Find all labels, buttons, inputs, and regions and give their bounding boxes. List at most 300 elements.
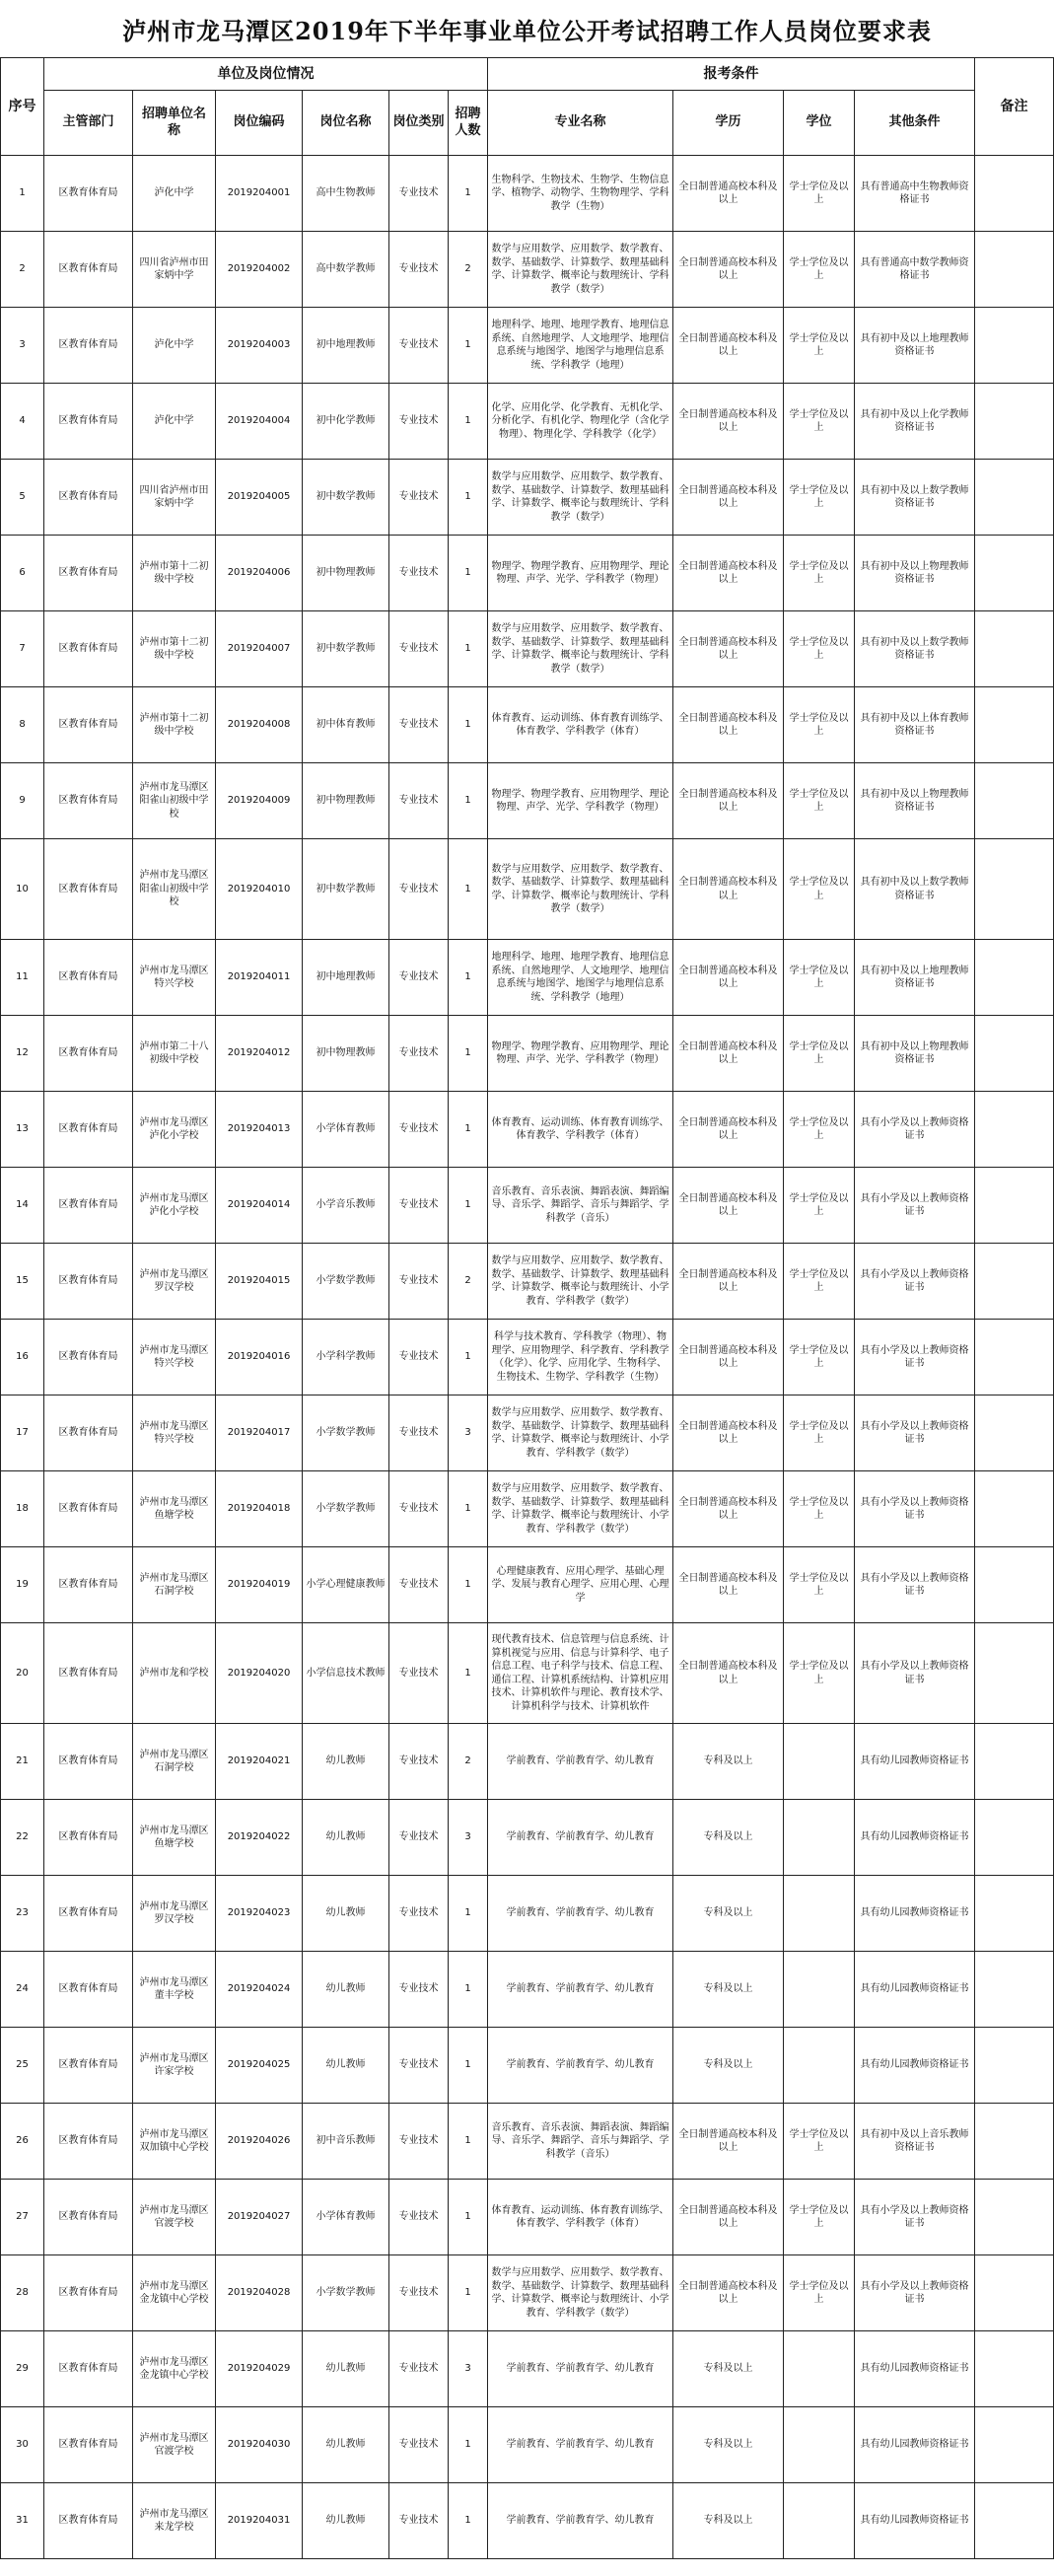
other-cell: 具有小学及以上教师资格证书: [855, 1547, 975, 1623]
unit-cell: 泸州市龙马潭区官渡学校: [133, 2407, 216, 2483]
unit-cell: 泸州市龙马潭区阳雀山初级中学校: [133, 839, 216, 940]
remark-cell: [975, 1244, 1054, 1320]
category-cell: 专业技术: [389, 1952, 449, 2028]
education-cell: 全日制普通高校本科及以上: [673, 1471, 784, 1547]
count-cell: 1: [449, 839, 488, 940]
unit-cell: 泸州市第十二初级中学校: [133, 687, 216, 763]
education-cell: 全日制普通高校本科及以上: [673, 1320, 784, 1395]
post-cell: 幼儿教师: [303, 1876, 389, 1952]
dept-cell: 区教育体育局: [44, 2331, 133, 2407]
education-cell: 全日制普通高校本科及以上: [673, 2104, 784, 2180]
dept-cell: 区教育体育局: [44, 1244, 133, 1320]
remark-cell: [975, 2028, 1054, 2104]
code-cell: 2019204001: [216, 156, 303, 232]
degree-cell: 学士学位及以上: [784, 839, 855, 940]
post-cell: 初中数学教师: [303, 460, 389, 536]
unit-cell: 泸州市龙马潭区石洞学校: [133, 1724, 216, 1800]
other-cell: 具有小学及以上教师资格证书: [855, 1244, 975, 1320]
education-cell: 全日制普通高校本科及以上: [673, 839, 784, 940]
post-cell: 小学数学教师: [303, 1395, 389, 1471]
major-cell: 学前教育、学前教育学、幼儿教育: [488, 2331, 673, 2407]
post-cell: 小学心理健康教师: [303, 1547, 389, 1623]
code-cell: 2019204019: [216, 1547, 303, 1623]
dept-cell: 区教育体育局: [44, 2028, 133, 2104]
header-count: 招聘人数: [449, 91, 488, 156]
code-cell: 2019204027: [216, 2180, 303, 2255]
other-cell: 具有幼儿园教师资格证书: [855, 1952, 975, 2028]
category-cell: 专业技术: [389, 1244, 449, 1320]
degree-cell: [784, 1800, 855, 1876]
table-row: [1, 1016, 1054, 1092]
row-number: 28: [1, 2255, 44, 2331]
degree-cell: 学士学位及以上: [784, 1547, 855, 1623]
degree-cell: [784, 1724, 855, 1800]
category-cell: 专业技术: [389, 2483, 449, 2559]
header-degree: 学位: [784, 91, 855, 156]
post-cell: 幼儿教师: [303, 1724, 389, 1800]
dept-cell: 区教育体育局: [44, 839, 133, 940]
row-number: 10: [1, 839, 44, 940]
code-cell: 2019204016: [216, 1320, 303, 1395]
major-cell: 现代教育技术、信息管理与信息系统、计算机视觉与应用、信息与计算科学、电子信息工程、电子科学与技术、信息工程、通信工程、计算机系统结构、计算机应用技术、计算机软件与理论、教育技术学、计算机科学与技术、计算机软件: [488, 1623, 673, 1724]
post-cell: 小学体育教师: [303, 2180, 389, 2255]
category-cell: 专业技术: [389, 1092, 449, 1168]
code-cell: 2019204005: [216, 460, 303, 536]
row-number: 11: [1, 940, 44, 1016]
count-cell: 1: [449, 1547, 488, 1623]
dept-cell: 区教育体育局: [44, 763, 133, 839]
other-cell: 具有初中及以上化学教师资格证书: [855, 384, 975, 460]
dept-cell: 区教育体育局: [44, 2104, 133, 2180]
post-cell: 初中数学教师: [303, 839, 389, 940]
row-number: 2: [1, 232, 44, 308]
major-cell: 学前教育、学前教育学、幼儿教育: [488, 1800, 673, 1876]
row-number: 12: [1, 1016, 44, 1092]
row-number: 17: [1, 1395, 44, 1471]
table-row: [1, 611, 1054, 687]
degree-cell: 学士学位及以上: [784, 1244, 855, 1320]
unit-cell: 泸州市龙马潭区特兴学校: [133, 1395, 216, 1471]
row-number: 22: [1, 1800, 44, 1876]
remark-cell: [975, 460, 1054, 536]
degree-cell: 学士学位及以上: [784, 232, 855, 308]
other-cell: 具有幼儿园教师资格证书: [855, 2331, 975, 2407]
post-cell: 初中物理教师: [303, 763, 389, 839]
category-cell: 专业技术: [389, 156, 449, 232]
remark-cell: [975, 1471, 1054, 1547]
count-cell: 1: [449, 1623, 488, 1724]
degree-cell: 学士学位及以上: [784, 1320, 855, 1395]
degree-cell: [784, 1876, 855, 1952]
remark-cell: [975, 232, 1054, 308]
degree-cell: 学士学位及以上: [784, 1016, 855, 1092]
dept-cell: 区教育体育局: [44, 308, 133, 384]
count-cell: 1: [449, 1876, 488, 1952]
category-cell: 专业技术: [389, 763, 449, 839]
other-cell: 具有幼儿园教师资格证书: [855, 1724, 975, 1800]
post-cell: 小学体育教师: [303, 1092, 389, 1168]
category-cell: 专业技术: [389, 1168, 449, 1244]
other-cell: 具有小学及以上教师资格证书: [855, 1395, 975, 1471]
table-row: [1, 1800, 1054, 1876]
table-row: [1, 308, 1054, 384]
dept-cell: 区教育体育局: [44, 940, 133, 1016]
remark-cell: [975, 1724, 1054, 1800]
row-number: 23: [1, 1876, 44, 1952]
dept-cell: 区教育体育局: [44, 1876, 133, 1952]
major-cell: 音乐教育、音乐表演、舞蹈表演、舞蹈编导、音乐学、舞蹈学、音乐与舞蹈学、学科教学（音乐）: [488, 1168, 673, 1244]
major-cell: 数学与应用数学、应用数学、数学教育、数学、基础数学、计算数学、数理基础科学、计算数学、概率论与数理统计、学科教学（数学）: [488, 839, 673, 940]
code-cell: 2019204030: [216, 2407, 303, 2483]
remark-cell: [975, 1876, 1054, 1952]
education-cell: 全日制普通高校本科及以上: [673, 611, 784, 687]
dept-cell: 区教育体育局: [44, 1016, 133, 1092]
education-cell: 全日制普通高校本科及以上: [673, 1016, 784, 1092]
count-cell: 1: [449, 1952, 488, 2028]
degree-cell: 学士学位及以上: [784, 2255, 855, 2331]
header-dept: 主管部门: [44, 91, 133, 156]
unit-cell: 泸州市龙马潭区金龙镇中心学校: [133, 2331, 216, 2407]
count-cell: 1: [449, 763, 488, 839]
header-post: 岗位名称: [303, 91, 389, 156]
other-cell: 具有幼儿园教师资格证书: [855, 2028, 975, 2104]
dept-cell: 区教育体育局: [44, 1168, 133, 1244]
dept-cell: 区教育体育局: [44, 611, 133, 687]
education-cell: 全日制普通高校本科及以上: [673, 1244, 784, 1320]
category-cell: 专业技术: [389, 2028, 449, 2104]
code-cell: 2019204006: [216, 536, 303, 611]
remark-cell: [975, 2483, 1054, 2559]
degree-cell: 学士学位及以上: [784, 1092, 855, 1168]
remark-cell: [975, 611, 1054, 687]
category-cell: 专业技术: [389, 1471, 449, 1547]
unit-cell: 泸州市龙马潭区特兴学校: [133, 1320, 216, 1395]
major-cell: 物理学、物理学教育、应用物理学、理论物理、声学、光学、学科教学（物理）: [488, 536, 673, 611]
count-cell: 1: [449, 940, 488, 1016]
code-cell: 2019204011: [216, 940, 303, 1016]
code-cell: 2019204017: [216, 1395, 303, 1471]
major-cell: 体育教育、运动训练、体育教育训练学、体育教学、学科教学（体育）: [488, 687, 673, 763]
other-cell: 具有初中及以上地理教师资格证书: [855, 940, 975, 1016]
degree-cell: 学士学位及以上: [784, 940, 855, 1016]
post-cell: 幼儿教师: [303, 1800, 389, 1876]
count-cell: 3: [449, 1395, 488, 1471]
category-cell: 专业技术: [389, 460, 449, 536]
other-cell: 具有小学及以上教师资格证书: [855, 2180, 975, 2255]
remark-cell: [975, 1016, 1054, 1092]
major-cell: 音乐教育、音乐表演、舞蹈表演、舞蹈编导、音乐学、舞蹈学、音乐与舞蹈学、学科教学（音乐）: [488, 2104, 673, 2180]
post-cell: 小学科学教师: [303, 1320, 389, 1395]
code-cell: 2019204007: [216, 611, 303, 687]
table-row: [1, 1876, 1054, 1952]
code-cell: 2019204013: [216, 1092, 303, 1168]
table-body: [1, 156, 1054, 2559]
other-cell: 具有幼儿园教师资格证书: [855, 2483, 975, 2559]
degree-cell: 学士学位及以上: [784, 536, 855, 611]
row-number: 5: [1, 460, 44, 536]
major-cell: 体育教育、运动训练、体育教育训练学、体育教学、学科教学（体育）: [488, 2180, 673, 2255]
header-row-columns: [1, 91, 1054, 156]
degree-cell: 学士学位及以上: [784, 308, 855, 384]
post-cell: 高中生物教师: [303, 156, 389, 232]
major-cell: 数学与应用数学、应用数学、数学教育、数学、基础数学、计算数学、数理基础科学、计算数学、概率论与数理统计、小学教育、学科教学（数学）: [488, 2255, 673, 2331]
category-cell: 专业技术: [389, 1800, 449, 1876]
table-row: [1, 2028, 1054, 2104]
code-cell: 2019204021: [216, 1724, 303, 1800]
dept-cell: 区教育体育局: [44, 1320, 133, 1395]
header-category: 岗位类别: [389, 91, 449, 156]
major-cell: 学前教育、学前教育学、幼儿教育: [488, 1952, 673, 2028]
major-cell: 学前教育、学前教育学、幼儿教育: [488, 1724, 673, 1800]
unit-cell: 泸州市龙马潭区官渡学校: [133, 2180, 216, 2255]
post-cell: 幼儿教师: [303, 2028, 389, 2104]
code-cell: 2019204003: [216, 308, 303, 384]
remark-cell: [975, 2104, 1054, 2180]
other-cell: 具有初中及以上物理教师资格证书: [855, 536, 975, 611]
table-row: [1, 1244, 1054, 1320]
major-cell: 数学与应用数学、应用数学、数学教育、数学、基础数学、计算数学、数理基础科学、计算数学、概率论与数理统计、小学教育、学科教学（数学）: [488, 1244, 673, 1320]
category-cell: 专业技术: [389, 308, 449, 384]
education-cell: 全日制普通高校本科及以上: [673, 763, 784, 839]
other-cell: 具有幼儿园教师资格证书: [855, 1800, 975, 1876]
other-cell: 具有小学及以上教师资格证书: [855, 1320, 975, 1395]
unit-cell: 泸州市龙马潭区来龙学校: [133, 2483, 216, 2559]
row-number: 1: [1, 156, 44, 232]
post-cell: 高中数学教师: [303, 232, 389, 308]
count-cell: 1: [449, 1320, 488, 1395]
remark-cell: [975, 839, 1054, 940]
major-cell: 体育教育、运动训练、体育教育训练学、体育教学、学科教学（体育）: [488, 1092, 673, 1168]
category-cell: 专业技术: [389, 2255, 449, 2331]
table-row: [1, 1092, 1054, 1168]
code-cell: 2019204014: [216, 1168, 303, 1244]
post-cell: 幼儿教师: [303, 2483, 389, 2559]
post-cell: 初中物理教师: [303, 536, 389, 611]
row-number: 8: [1, 687, 44, 763]
row-number: 24: [1, 1952, 44, 2028]
table-row: [1, 536, 1054, 611]
dept-cell: 区教育体育局: [44, 1471, 133, 1547]
page-title: 泸州市龙马潭区2019年下半年事业单位公开考试招聘工作人员岗位要求表: [122, 16, 932, 45]
dept-cell: 区教育体育局: [44, 1724, 133, 1800]
post-cell: 幼儿教师: [303, 2407, 389, 2483]
count-cell: 2: [449, 1724, 488, 1800]
degree-cell: 学士学位及以上: [784, 1168, 855, 1244]
category-cell: 专业技术: [389, 2104, 449, 2180]
unit-cell: 泸化中学: [133, 308, 216, 384]
major-cell: 科学与技术教育、学科教学（物理）、物理学、应用物理学、科学教育、学科教学（化学）、化学、应用化学、生物科学、生物技术、生物学、学科教学（生物）: [488, 1320, 673, 1395]
category-cell: 专业技术: [389, 687, 449, 763]
category-cell: 专业技术: [389, 2407, 449, 2483]
post-cell: 初中体育教师: [303, 687, 389, 763]
header-education: 学历: [673, 91, 784, 156]
major-cell: 学前教育、学前教育学、幼儿教育: [488, 2483, 673, 2559]
major-cell: 数学与应用数学、应用数学、数学教育、数学、基础数学、计算数学、数理基础科学、计算数学、概率论与数理统计、学科教学（数学）: [488, 232, 673, 308]
unit-cell: 泸州市龙马潭区金龙镇中心学校: [133, 2255, 216, 2331]
count-cell: 3: [449, 2331, 488, 2407]
remark-cell: [975, 1952, 1054, 2028]
degree-cell: 学士学位及以上: [784, 156, 855, 232]
education-cell: 全日制普通高校本科及以上: [673, 232, 784, 308]
degree-cell: 学士学位及以上: [784, 2180, 855, 2255]
row-number: 21: [1, 1724, 44, 1800]
table-row: [1, 1623, 1054, 1724]
dept-cell: 区教育体育局: [44, 232, 133, 308]
remark-cell: [975, 1547, 1054, 1623]
table-row: [1, 1395, 1054, 1471]
code-cell: 2019204029: [216, 2331, 303, 2407]
degree-cell: [784, 2028, 855, 2104]
dept-cell: 区教育体育局: [44, 2180, 133, 2255]
education-cell: 专科及以上: [673, 1724, 784, 1800]
education-cell: 全日制普通高校本科及以上: [673, 460, 784, 536]
table-row: [1, 232, 1054, 308]
dept-cell: 区教育体育局: [44, 536, 133, 611]
count-cell: 2: [449, 232, 488, 308]
table-row: [1, 940, 1054, 1016]
row-number: 31: [1, 2483, 44, 2559]
other-cell: 具有初中及以上音乐教师资格证书: [855, 2104, 975, 2180]
remark-cell: [975, 1623, 1054, 1724]
degree-cell: 学士学位及以上: [784, 384, 855, 460]
category-cell: 专业技术: [389, 232, 449, 308]
code-cell: 2019204025: [216, 2028, 303, 2104]
post-cell: 初中化学教师: [303, 384, 389, 460]
remark-cell: [975, 687, 1054, 763]
degree-cell: 学士学位及以上: [784, 460, 855, 536]
row-number: 14: [1, 1168, 44, 1244]
table-row: [1, 460, 1054, 536]
table-row: [1, 384, 1054, 460]
education-cell: 全日制普通高校本科及以上: [673, 1547, 784, 1623]
other-cell: 具有初中及以上物理教师资格证书: [855, 1016, 975, 1092]
post-cell: 小学音乐教师: [303, 1168, 389, 1244]
unit-cell: 泸州市龙马潭区石洞学校: [133, 1547, 216, 1623]
other-cell: 具有初中及以上数学教师资格证书: [855, 611, 975, 687]
unit-cell: 泸州市龙马潭区双加镇中心学校: [133, 2104, 216, 2180]
dept-cell: 区教育体育局: [44, 687, 133, 763]
dept-cell: 区教育体育局: [44, 1092, 133, 1168]
count-cell: 1: [449, 460, 488, 536]
major-cell: 生物科学、生物技术、生物学、生物信息学、植物学、动物学、生物物理学、学科教学（生物）: [488, 156, 673, 232]
remark-cell: [975, 1320, 1054, 1395]
other-cell: 具有初中及以上数学教师资格证书: [855, 460, 975, 536]
category-cell: 专业技术: [389, 1623, 449, 1724]
remark-cell: [975, 940, 1054, 1016]
category-cell: 专业技术: [389, 611, 449, 687]
count-cell: 1: [449, 1471, 488, 1547]
education-cell: 全日制普通高校本科及以上: [673, 1395, 784, 1471]
table-row: [1, 2104, 1054, 2180]
major-cell: 学前教育、学前教育学、幼儿教育: [488, 2028, 673, 2104]
unit-cell: 泸州市龙马潭区泸化小学校: [133, 1168, 216, 1244]
count-cell: 1: [449, 2483, 488, 2559]
education-cell: 全日制普通高校本科及以上: [673, 1168, 784, 1244]
dept-cell: 区教育体育局: [44, 1952, 133, 2028]
education-cell: 专科及以上: [673, 2483, 784, 2559]
row-number: 13: [1, 1092, 44, 1168]
education-cell: 全日制普通高校本科及以上: [673, 308, 784, 384]
code-cell: 2019204009: [216, 763, 303, 839]
code-cell: 2019204020: [216, 1623, 303, 1724]
unit-cell: 泸州市龙马潭区许家学校: [133, 2028, 216, 2104]
code-cell: 2019204031: [216, 2483, 303, 2559]
remark-cell: [975, 2255, 1054, 2331]
other-cell: 具有幼儿园教师资格证书: [855, 1876, 975, 1952]
row-number: 25: [1, 2028, 44, 2104]
other-cell: 具有初中及以上数学教师资格证书: [855, 839, 975, 940]
degree-cell: [784, 1952, 855, 2028]
unit-cell: 泸州市龙马潭区特兴学校: [133, 940, 216, 1016]
unit-cell: 泸州市龙马潭区罗汉学校: [133, 1244, 216, 1320]
major-cell: 化学、应用化学、化学教育、无机化学、分析化学、有机化学、物理化学（含化学物理）、物理化学、学科教学（化学）: [488, 384, 673, 460]
unit-cell: 泸州市龙马潭区罗汉学校: [133, 1876, 216, 1952]
dept-cell: 区教育体育局: [44, 1547, 133, 1623]
category-cell: 专业技术: [389, 1016, 449, 1092]
header-other: 其他条件: [855, 91, 975, 156]
education-cell: 专科及以上: [673, 1952, 784, 2028]
post-cell: 初中地理教师: [303, 940, 389, 1016]
category-cell: 专业技术: [389, 1547, 449, 1623]
count-cell: 2: [449, 1244, 488, 1320]
count-cell: 1: [449, 687, 488, 763]
dept-cell: 区教育体育局: [44, 460, 133, 536]
header-major: 专业名称: [488, 91, 673, 156]
major-cell: 物理学、物理学教育、应用物理学、理论物理、声学、光学、学科教学（物理）: [488, 763, 673, 839]
unit-cell: 泸州市龙和学校: [133, 1623, 216, 1724]
category-cell: 专业技术: [389, 536, 449, 611]
post-cell: 小学数学教师: [303, 1244, 389, 1320]
table-row: [1, 2255, 1054, 2331]
code-cell: 2019204010: [216, 839, 303, 940]
count-cell: 1: [449, 1092, 488, 1168]
major-cell: 数学与应用数学、应用数学、数学教育、数学、基础数学、计算数学、数理基础科学、计算数学、概率论与数理统计、学科教学（数学）: [488, 460, 673, 536]
table-row: [1, 1724, 1054, 1800]
table-row: [1, 2331, 1054, 2407]
remark-cell: [975, 1092, 1054, 1168]
count-cell: 1: [449, 384, 488, 460]
major-cell: 数学与应用数学、应用数学、数学教育、数学、基础数学、计算数学、数理基础科学、计算数学、概率论与数理统计、小学教育、学科教学（数学）: [488, 1471, 673, 1547]
category-cell: 专业技术: [389, 1320, 449, 1395]
post-cell: 初中数学教师: [303, 611, 389, 687]
code-cell: 2019204022: [216, 1800, 303, 1876]
post-cell: 初中物理教师: [303, 1016, 389, 1092]
unit-cell: 泸州市龙马潭区阳雀山初级中学校: [133, 763, 216, 839]
code-cell: 2019204028: [216, 2255, 303, 2331]
count-cell: 3: [449, 1800, 488, 1876]
education-cell: 专科及以上: [673, 2028, 784, 2104]
education-cell: 全日制普通高校本科及以上: [673, 687, 784, 763]
education-cell: 全日制普通高校本科及以上: [673, 156, 784, 232]
code-cell: 2019204002: [216, 232, 303, 308]
code-cell: 2019204015: [216, 1244, 303, 1320]
category-cell: 专业技术: [389, 2180, 449, 2255]
other-cell: 具有普通高中生物教师资格证书: [855, 156, 975, 232]
other-cell: 具有初中及以上地理教师资格证书: [855, 308, 975, 384]
unit-cell: 泸州市龙马潭区鱼塘学校: [133, 1800, 216, 1876]
table-row: [1, 2407, 1054, 2483]
education-cell: 全日制普通高校本科及以上: [673, 1623, 784, 1724]
table-row: [1, 763, 1054, 839]
unit-cell: 四川省泸州市田家炳中学: [133, 460, 216, 536]
category-cell: 专业技术: [389, 1876, 449, 1952]
count-cell: 1: [449, 156, 488, 232]
other-cell: 具有幼儿园教师资格证书: [855, 2407, 975, 2483]
row-number: 27: [1, 2180, 44, 2255]
education-cell: 专科及以上: [673, 1876, 784, 1952]
education-cell: 专科及以上: [673, 1800, 784, 1876]
major-cell: 地理科学、地理、地理学教育、地理信息系统、自然地理学、人文地理学、地理信息系统与地图学、地图学与地理信息系统、学科教学（地理）: [488, 308, 673, 384]
